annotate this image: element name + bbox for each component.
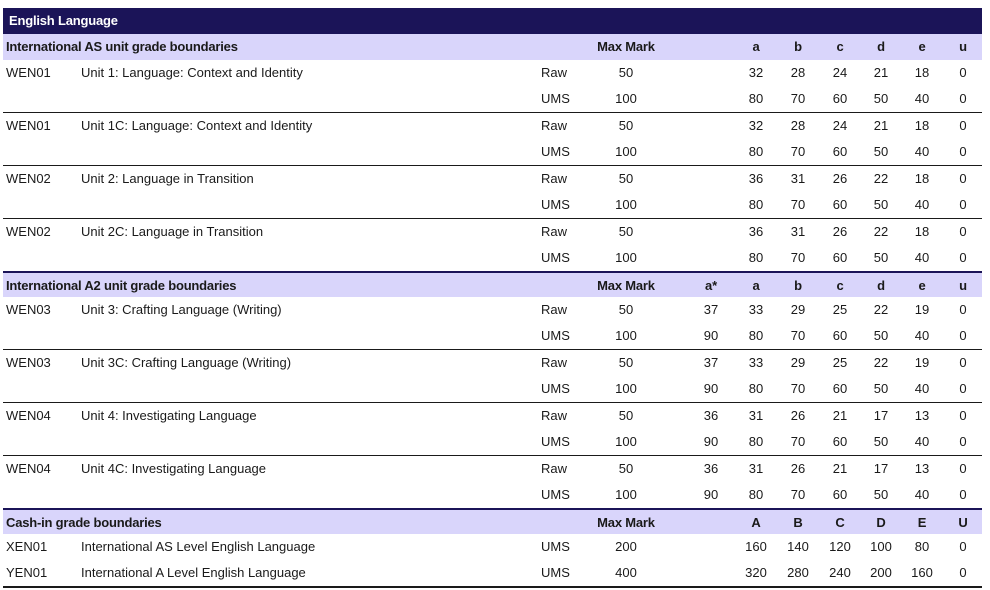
- grade-boundary: 60: [832, 91, 848, 106]
- unit-name: Unit 1: Language: Context and Identity: [81, 65, 303, 80]
- grade-boundary: 0: [959, 197, 967, 212]
- grade-boundary: 120: [829, 539, 851, 554]
- grade-boundary: 50: [873, 381, 889, 396]
- table-row: [3, 139, 982, 165]
- unit-group: [3, 112, 982, 165]
- grade-boundary: 80: [748, 144, 764, 159]
- mark-type: UMS: [541, 328, 570, 343]
- mark-type: Raw: [541, 302, 568, 317]
- max-mark-header: Max Mark: [597, 515, 655, 530]
- grade-boundary: 29: [790, 302, 806, 317]
- grade-boundary: 31: [748, 408, 764, 423]
- unit-group: [3, 297, 982, 349]
- section-heading: International AS unit grade boundaries: [6, 39, 238, 54]
- grade-header: B: [793, 515, 803, 530]
- unit-name: International A Level English Language: [81, 565, 306, 580]
- grade-boundary: 28: [790, 65, 806, 80]
- grade-boundary: 32: [748, 65, 764, 80]
- table-row: [3, 60, 982, 86]
- mark-type: UMS: [541, 197, 570, 212]
- grade-boundary: 13: [914, 461, 930, 476]
- grade-boundary: 0: [959, 328, 967, 343]
- unit-group: [3, 349, 982, 402]
- grade-header: A: [751, 515, 761, 530]
- grade-boundary: 26: [790, 408, 806, 423]
- grade-boundary: 90: [703, 328, 719, 343]
- unit-code: WEN04: [6, 408, 51, 423]
- unit-name: International AS Level English Language: [81, 539, 316, 554]
- grade-boundary: 40: [914, 434, 930, 449]
- table-row: [3, 245, 982, 271]
- unit-code: WEN04: [6, 461, 51, 476]
- grade-boundary: 40: [914, 487, 930, 502]
- grade-header: E: [917, 515, 927, 530]
- grade-boundary: 70: [790, 197, 806, 212]
- grade-boundary: 0: [959, 250, 967, 265]
- grade-boundary: 0: [959, 487, 967, 502]
- grade-boundary: 36: [748, 224, 764, 239]
- grade-boundary: 80: [748, 91, 764, 106]
- grade-boundary: 31: [748, 461, 764, 476]
- grade-boundary: 21: [873, 65, 889, 80]
- mark-type: UMS: [541, 539, 570, 554]
- grade-boundary: 80: [748, 381, 764, 396]
- grade-boundary: 0: [959, 65, 967, 80]
- max-mark: 100: [615, 197, 637, 212]
- grade-boundary: 50: [873, 250, 889, 265]
- grade-header: D: [876, 515, 886, 530]
- mark-type: Raw: [541, 355, 568, 370]
- grade-boundary: 25: [832, 355, 848, 370]
- grade-boundary: 80: [914, 539, 930, 554]
- grade-boundaries-sheet: [3, 8, 982, 588]
- grade-boundary: 22: [873, 224, 889, 239]
- grade-boundary: 50: [873, 487, 889, 502]
- table-row: [3, 456, 982, 482]
- grade-boundary: 100: [870, 539, 892, 554]
- grade-boundary: 0: [959, 565, 967, 580]
- unit-code: WEN01: [6, 65, 51, 80]
- grade-boundary: 22: [873, 171, 889, 186]
- grade-boundary: 200: [870, 565, 892, 580]
- mark-type: Raw: [541, 224, 568, 239]
- grade-boundary: 40: [914, 250, 930, 265]
- table-row: [3, 376, 982, 402]
- unit-code: XEN01: [6, 539, 48, 554]
- max-mark: 100: [615, 434, 637, 449]
- max-mark: 50: [618, 118, 634, 133]
- max-mark: 50: [618, 461, 634, 476]
- grade-boundary: 60: [832, 434, 848, 449]
- unit-group: [3, 218, 982, 271]
- grade-boundary: 22: [873, 302, 889, 317]
- grade-boundary: 36: [748, 171, 764, 186]
- mark-type: UMS: [541, 565, 570, 580]
- unit-name: Unit 3: Crafting Language (Writing): [81, 302, 282, 317]
- max-mark: 100: [615, 487, 637, 502]
- grade-header: U: [958, 515, 968, 530]
- grade-boundary: 24: [832, 65, 848, 80]
- max-mark: 100: [615, 381, 637, 396]
- grade-boundary: 90: [703, 487, 719, 502]
- grade-boundary: 21: [832, 461, 848, 476]
- max-mark: 400: [615, 565, 637, 580]
- grade-boundary: 50: [873, 197, 889, 212]
- unit-name: Unit 1C: Language: Context and Identity: [81, 118, 313, 133]
- table-row: [3, 560, 982, 586]
- grade-boundary: 90: [703, 381, 719, 396]
- mark-type: Raw: [541, 65, 568, 80]
- unit-name: Unit 3C: Crafting Language (Writing): [81, 355, 292, 370]
- page-title: English Language: [3, 8, 982, 34]
- grade-boundary: 28: [790, 118, 806, 133]
- max-mark: 100: [615, 328, 637, 343]
- max-mark: 50: [618, 224, 634, 239]
- grade-boundary: 160: [745, 539, 767, 554]
- unit-group: [3, 60, 982, 112]
- grade-boundary: 13: [914, 408, 930, 423]
- grade-boundary: 0: [959, 224, 967, 239]
- grade-boundary: 60: [832, 328, 848, 343]
- grade-boundary: 0: [959, 381, 967, 396]
- grade-boundary: 70: [790, 487, 806, 502]
- grade-boundary: 37: [703, 355, 719, 370]
- grade-boundary: 25: [832, 302, 848, 317]
- table-row: [3, 323, 982, 349]
- table-row: [3, 482, 982, 508]
- grade-boundary: 60: [832, 381, 848, 396]
- unit-name: Unit 4C: Investigating Language: [81, 461, 267, 476]
- unit-code: WEN03: [6, 302, 51, 317]
- max-mark-header: Max Mark: [597, 278, 655, 293]
- grade-boundary: 17: [873, 461, 889, 476]
- max-mark: 50: [618, 302, 634, 317]
- unit-code: WEN02: [6, 224, 51, 239]
- grade-boundary: 36: [703, 408, 719, 423]
- grade-boundary: 320: [745, 565, 767, 580]
- grade-boundary: 18: [914, 224, 930, 239]
- grade-header: b: [794, 278, 802, 293]
- grade-boundary: 0: [959, 461, 967, 476]
- grade-boundary: 70: [790, 381, 806, 396]
- table-row: [3, 219, 982, 245]
- unit-group: [3, 402, 982, 455]
- grade-boundary: 60: [832, 487, 848, 502]
- grade-boundary: 24: [832, 118, 848, 133]
- grade-boundary: 50: [873, 434, 889, 449]
- grade-boundary: 33: [748, 355, 764, 370]
- grade-boundary: 60: [832, 197, 848, 212]
- grade-header: d: [877, 278, 885, 293]
- grade-boundary: 40: [914, 91, 930, 106]
- table-row: [3, 113, 982, 139]
- grade-boundary: 17: [873, 408, 889, 423]
- max-mark: 50: [618, 355, 634, 370]
- section-heading: International A2 unit grade boundaries: [6, 278, 237, 293]
- grade-boundary: 29: [790, 355, 806, 370]
- grade-boundary: 19: [914, 355, 930, 370]
- grade-boundary: 40: [914, 381, 930, 396]
- max-mark: 100: [615, 91, 637, 106]
- grade-header: a: [752, 39, 760, 54]
- grade-boundary: 60: [832, 144, 848, 159]
- grade-header: a*: [705, 278, 717, 293]
- section-heading: Cash-in grade boundaries: [6, 515, 162, 530]
- grade-header: c: [836, 278, 844, 293]
- grade-boundary: 32: [748, 118, 764, 133]
- grade-boundary: 36: [703, 461, 719, 476]
- unit-name: Unit 2C: Language in Transition: [81, 224, 264, 239]
- unit-code: WEN03: [6, 355, 51, 370]
- unit-group: [3, 534, 982, 560]
- table-row: [3, 403, 982, 429]
- grade-boundary: 70: [790, 91, 806, 106]
- grade-boundary: 0: [959, 539, 967, 554]
- grade-boundary: 21: [873, 118, 889, 133]
- grade-boundary: 90: [703, 434, 719, 449]
- grade-boundary: 31: [790, 224, 806, 239]
- grade-boundary: 37: [703, 302, 719, 317]
- table-row: [3, 192, 982, 218]
- grade-header: e: [918, 39, 926, 54]
- grade-boundary: 18: [914, 65, 930, 80]
- grade-boundary: 50: [873, 144, 889, 159]
- unit-code: YEN01: [6, 565, 48, 580]
- table-row: [3, 534, 982, 560]
- grade-boundary: 140: [787, 539, 809, 554]
- grade-boundary: 18: [914, 118, 930, 133]
- unit-code: WEN01: [6, 118, 51, 133]
- mark-type: Raw: [541, 408, 568, 423]
- section-header-cashin: [3, 508, 982, 534]
- grade-boundary: 70: [790, 250, 806, 265]
- grade-boundary: 0: [959, 91, 967, 106]
- unit-group: [3, 455, 982, 508]
- grade-header: b: [794, 39, 802, 54]
- grade-boundary: 0: [959, 408, 967, 423]
- grade-header: c: [836, 39, 844, 54]
- grade-boundary: 31: [790, 171, 806, 186]
- grade-header: C: [835, 515, 845, 530]
- mark-type: UMS: [541, 434, 570, 449]
- grade-boundary: 22: [873, 355, 889, 370]
- grade-boundary: 40: [914, 197, 930, 212]
- section-header-as: [3, 34, 982, 60]
- unit-name: Unit 2: Language in Transition: [81, 171, 254, 186]
- table-row: [3, 86, 982, 112]
- section-header-a2: [3, 271, 982, 297]
- grade-boundary: 19: [914, 302, 930, 317]
- grade-boundary: 50: [873, 91, 889, 106]
- table-row: [3, 429, 982, 455]
- table-row: [3, 350, 982, 376]
- grade-boundary: 0: [959, 434, 967, 449]
- table-row: [3, 166, 982, 192]
- grade-header: a: [752, 278, 760, 293]
- grade-header: d: [877, 39, 885, 54]
- grade-boundary: 33: [748, 302, 764, 317]
- grade-boundary: 240: [829, 565, 851, 580]
- grade-boundary: 18: [914, 171, 930, 186]
- grade-boundary: 280: [787, 565, 809, 580]
- grade-boundary: 40: [914, 328, 930, 343]
- grade-header: u: [959, 39, 967, 54]
- grade-boundary: 70: [790, 434, 806, 449]
- grade-boundary: 0: [959, 118, 967, 133]
- grade-boundary: 0: [959, 302, 967, 317]
- grade-boundary: 26: [790, 461, 806, 476]
- grade-boundary: 70: [790, 144, 806, 159]
- grade-boundaries-table: [3, 34, 982, 588]
- mark-type: Raw: [541, 118, 568, 133]
- grade-boundary: 60: [832, 250, 848, 265]
- mark-type: UMS: [541, 381, 570, 396]
- mark-type: UMS: [541, 250, 570, 265]
- grade-boundary: 70: [790, 328, 806, 343]
- unit-name: Unit 4: Investigating Language: [81, 408, 257, 423]
- grade-boundary: 50: [873, 328, 889, 343]
- grade-boundary: 21: [832, 408, 848, 423]
- grade-boundary: 160: [911, 565, 933, 580]
- grade-boundary: 40: [914, 144, 930, 159]
- grade-boundary: 26: [832, 224, 848, 239]
- max-mark: 100: [615, 144, 637, 159]
- table-row: [3, 297, 982, 323]
- grade-boundary: 80: [748, 328, 764, 343]
- grade-boundary: 0: [959, 355, 967, 370]
- mark-type: UMS: [541, 144, 570, 159]
- mark-type: Raw: [541, 171, 568, 186]
- grade-header: e: [918, 278, 926, 293]
- unit-group: [3, 560, 982, 588]
- grade-boundary: 26: [832, 171, 848, 186]
- grade-boundary: 80: [748, 250, 764, 265]
- max-mark: 50: [618, 408, 634, 423]
- grade-boundary: 80: [748, 434, 764, 449]
- mark-type: Raw: [541, 461, 568, 476]
- max-mark: 100: [615, 250, 637, 265]
- grade-boundary: 0: [959, 144, 967, 159]
- mark-type: UMS: [541, 487, 570, 502]
- max-mark: 200: [615, 539, 637, 554]
- grade-boundary: 80: [748, 487, 764, 502]
- unit-group: [3, 165, 982, 218]
- grade-header: u: [959, 278, 967, 293]
- mark-type: UMS: [541, 91, 570, 106]
- max-mark-header: Max Mark: [597, 39, 655, 54]
- max-mark: 50: [618, 171, 634, 186]
- unit-code: WEN02: [6, 171, 51, 186]
- grade-boundary: 0: [959, 171, 967, 186]
- grade-boundary: 80: [748, 197, 764, 212]
- max-mark: 50: [618, 65, 634, 80]
